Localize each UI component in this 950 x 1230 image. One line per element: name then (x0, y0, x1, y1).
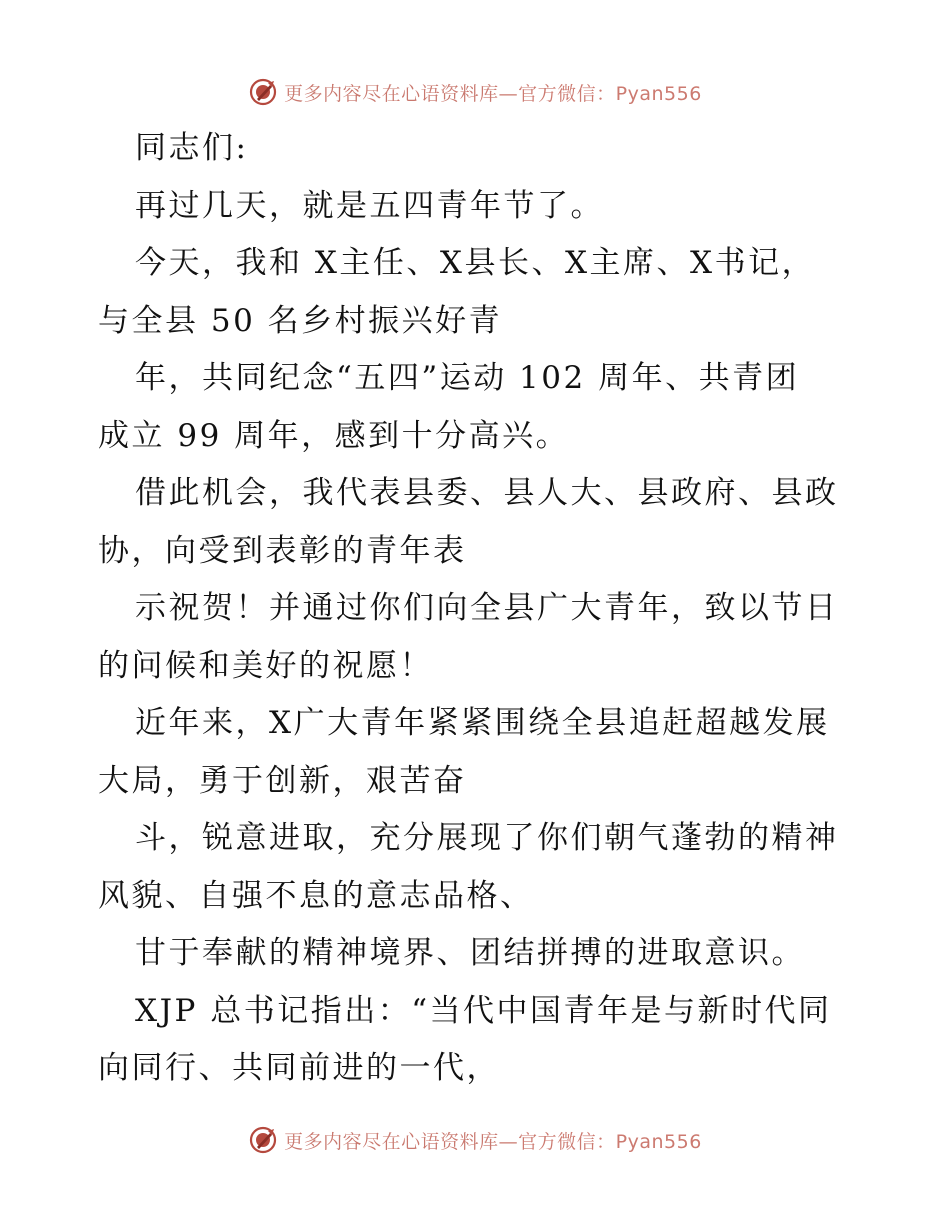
text-line: 年，共同纪念“五四”运动 102 周年、共青团 (135, 360, 800, 396)
watermark-text: 更多内容尽在心语资料库—官方微信：Pyan556 (284, 82, 702, 105)
text-line: 同志们: (135, 130, 249, 166)
text-line: 与全县 50 名乡村振兴好青 (98, 302, 503, 339)
text-line: 风貌、自强不息的意志品格、 (98, 877, 534, 914)
pen-logo-icon (248, 1125, 278, 1155)
text-line: 成立 99 周年，感到十分高兴。 (98, 417, 570, 454)
header-watermark-banner (0, 72, 950, 112)
pen-logo-icon (248, 77, 278, 107)
text-line: 甘于奉献的精神境界、团结拼搏的进取意识。 (135, 935, 805, 971)
document-body (98, 120, 858, 1098)
watermark-text: 更多内容尽在心语资料库—官方微信：Pyan556 (284, 1130, 702, 1153)
text-line: 示祝贺！并通过你们向全县广大青年，致以节日 (135, 590, 839, 626)
footer-watermark-banner (0, 1120, 950, 1160)
text-line: 借此机会，我代表县委、县人大、县政府、县政 (135, 475, 839, 511)
text-line: 大局，勇于创新，艰苦奋 (98, 762, 467, 799)
text-line: 协，向受到表彰的青年表 (98, 532, 467, 569)
text-line: 斗，锐意进取，充分展现了你们朝气蓬勃的精神 (135, 820, 839, 856)
text-line: 向同行、共同前进的一代， (98, 1050, 500, 1086)
text-line: 近年来，X广大青年紧紧围绕全县追赶超越发展 (135, 705, 830, 741)
text-line: 今天，我和 X主任、X县长、X主席、X书记， (135, 245, 816, 281)
text-line: XJP 总书记指出：“当代中国青年是与新时代同 (135, 992, 832, 1029)
text-line: 的问候和美好的祝愿！ (98, 647, 433, 684)
text-line: 再过几天，就是五四青年节了。 (135, 187, 604, 224)
